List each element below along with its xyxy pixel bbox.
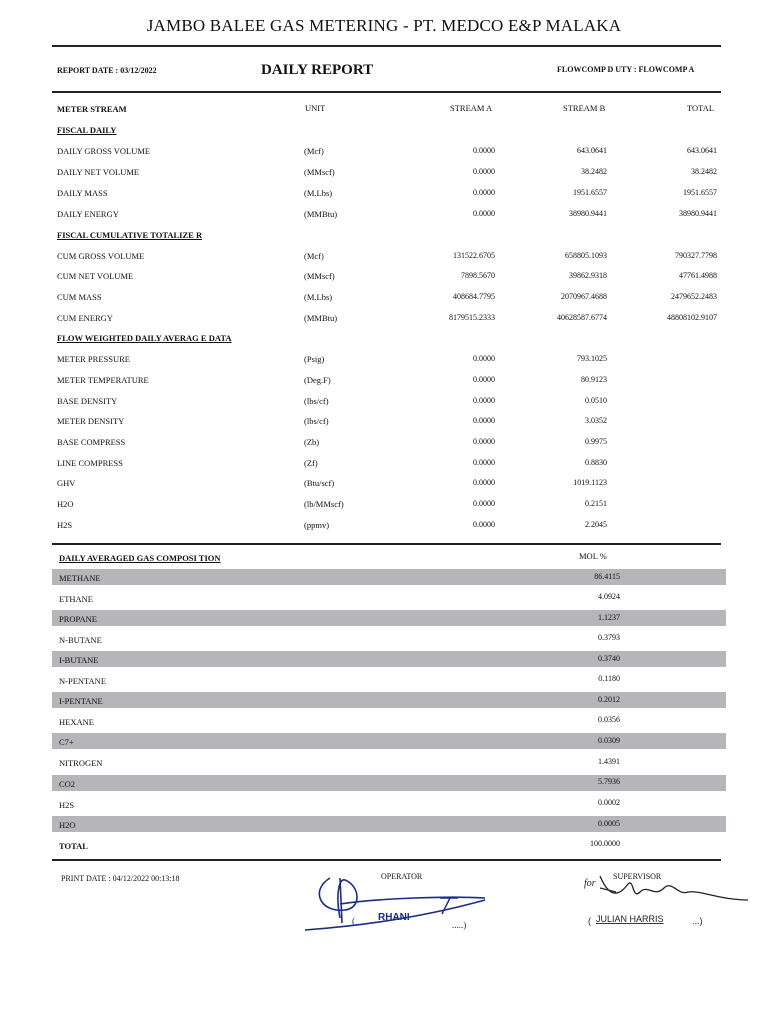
component-name: METHANE (59, 573, 101, 583)
total-value: 100.0000 (590, 839, 620, 848)
svg-text:.....): .....) (452, 920, 467, 930)
shaded-band (52, 692, 726, 708)
shaded-band (52, 651, 726, 667)
shaded-band (52, 569, 726, 585)
row-unit: (lb/MMscf) (304, 499, 344, 509)
component-name: I-PENTANE (59, 696, 103, 706)
component-value: 0.3793 (598, 633, 620, 642)
operator-name: RHANI (378, 912, 410, 923)
row-stream-a: 0.0000 (473, 188, 495, 197)
row-unit: (MMscf) (304, 271, 335, 281)
row-stream-b: 0.0510 (585, 396, 607, 405)
row-total: 38980.9441 (679, 209, 717, 218)
row-stream-a: 0.0000 (473, 209, 495, 218)
flowcomp-label: FLOWCOMP D UTY : FLOWCOMP A (557, 65, 695, 74)
row-label: LINE COMPRESS (57, 458, 123, 468)
component-value: 86.4115 (594, 572, 620, 581)
row-stream-b: 0.8830 (585, 458, 607, 467)
row-stream-b: 80.9123 (581, 375, 607, 384)
component-value: 0.3740 (598, 654, 620, 663)
row-total: 790327.7798 (675, 251, 717, 260)
row-stream-a: 0.0000 (473, 146, 495, 155)
row-label: METER DENSITY (57, 416, 125, 426)
col-header-meter-stream: METER STREAM (57, 104, 127, 114)
row-unit: (lbs/cf) (304, 416, 329, 426)
component-name: N-BUTANE (59, 635, 102, 645)
row-stream-b: 643.0641 (577, 146, 607, 155)
component-name: N-PENTANE (59, 676, 107, 686)
component-value: 0.0309 (598, 736, 620, 745)
col-header-stream-a: STREAM A (450, 103, 493, 113)
row-stream-a: 0.0000 (473, 396, 495, 405)
row-stream-a: 408684.7795 (453, 292, 495, 301)
component-value: 0.0002 (598, 798, 620, 807)
row-stream-a: 0.0000 (473, 478, 495, 487)
row-stream-a: 131522.6705 (453, 251, 495, 260)
row-stream-a: 0.0000 (473, 458, 495, 467)
col-header-stream-b: STREAM B (563, 103, 606, 113)
row-unit: (Zf) (304, 458, 318, 468)
section-fiscal-cumulative: FISCAL CUMULATIVE TOTALIZE R (57, 230, 203, 240)
component-name: C7+ (59, 737, 74, 747)
row-unit: (MMscf) (304, 167, 335, 177)
row-stream-a: 0.0000 (473, 416, 495, 425)
row-stream-b: 2070967.4688 (561, 292, 607, 301)
component-name: CO2 (59, 779, 76, 789)
supervisor-name: JULIAN HARRIS (596, 914, 664, 924)
svg-text:(: ( (588, 916, 591, 926)
print-date: PRINT DATE : 04/12/2022 00:13:18 (61, 874, 180, 883)
component-name: H2S (59, 800, 75, 810)
row-stream-b: 40628587.6774 (557, 313, 607, 322)
row-unit: (MMBtu) (304, 209, 338, 219)
row-unit: (Btu/scf) (304, 478, 335, 488)
mol-percent-header: MOL % (579, 551, 607, 561)
row-label: H2O (57, 499, 74, 509)
operator-signature (300, 868, 500, 940)
component-name: HEXANE (59, 717, 94, 727)
row-label: DAILY NET VOLUME (57, 167, 140, 177)
row-stream-b: 1951.6557 (573, 188, 607, 197)
row-stream-b: 39862.9318 (569, 271, 607, 280)
row-stream-a: 0.0000 (473, 520, 495, 529)
row-total: 643.0641 (687, 146, 717, 155)
operator-label: OPERATOR (381, 872, 423, 881)
row-stream-b: 38980.9441 (569, 209, 607, 218)
row-stream-a: 0.0000 (473, 437, 495, 446)
report-title: DAILY REPORT (261, 62, 374, 78)
row-label: CUM ENERGY (57, 313, 113, 323)
shaded-band (52, 775, 726, 791)
supervisor-label: SUPERVISOR (613, 872, 662, 881)
row-label: BASE DENSITY (57, 396, 118, 406)
shaded-band (52, 610, 726, 626)
row-unit: (M.Lbs) (304, 292, 333, 302)
supervisor-for-text: for (584, 878, 596, 889)
section-flow-weighted: FLOW WEIGHTED DAILY AVERAG E DATA (57, 333, 232, 343)
row-label: METER PRESSURE (57, 354, 130, 364)
row-stream-a: 7898.5670 (461, 271, 495, 280)
row-label: DAILY GROSS VOLUME (57, 146, 151, 156)
document-title: JAMBO BALEE GAS METERING - PT. MEDCO E&P MALAKA (146, 16, 622, 35)
component-value: 5.7936 (598, 777, 620, 786)
component-name: H2O (59, 820, 76, 830)
row-unit: (MMBtu) (304, 313, 338, 323)
row-unit: (Psig) (304, 354, 325, 364)
row-total: 1951.6557 (683, 188, 717, 197)
row-total: 2479652.2483 (671, 292, 717, 301)
row-stream-b: 0.9975 (585, 437, 607, 446)
row-total: 38.2482 (691, 167, 717, 176)
row-stream-a: 8179515.2333 (449, 313, 495, 322)
total-label: TOTAL (59, 841, 88, 851)
section-fiscal-daily: FISCAL DAILY (57, 125, 117, 135)
row-stream-b: 0.2151 (585, 499, 607, 508)
row-total: 47761.4988 (679, 271, 717, 280)
section-gas-composition: DAILY AVERAGED GAS COMPOSI TION (59, 553, 221, 563)
row-unit: (Mcf) (304, 146, 324, 156)
component-value: 1.1237 (598, 613, 620, 622)
row-total: 48808102.9107 (667, 313, 717, 322)
component-name: PROPANE (59, 614, 97, 624)
col-header-total: TOTAL (687, 103, 715, 113)
row-stream-b: 793.1025 (577, 354, 607, 363)
row-label: BASE COMPRESS (57, 437, 126, 447)
row-label: GHV (57, 478, 76, 488)
composition-rule (52, 543, 721, 545)
row-label: H2S (57, 520, 73, 530)
row-stream-b: 2.2045 (585, 520, 607, 529)
shaded-band (52, 733, 726, 749)
shaded-band (52, 816, 726, 832)
row-stream-b: 658805.1093 (565, 251, 607, 260)
svg-text:(: ( (352, 916, 355, 926)
row-label: METER TEMPERATURE (57, 375, 149, 385)
row-unit: (Zb) (304, 437, 320, 447)
component-value: 0.2012 (598, 695, 620, 704)
row-label: DAILY MASS (57, 188, 108, 198)
svg-text:...): ...) (692, 916, 703, 926)
row-label: CUM MASS (57, 292, 102, 302)
footer-rule (52, 859, 721, 861)
row-stream-b: 3.0352 (585, 416, 607, 425)
row-stream-a: 0.0000 (473, 499, 495, 508)
row-stream-b: 1019.1123 (573, 478, 607, 487)
component-value: 0.0005 (598, 819, 620, 828)
component-name: ETHANE (59, 594, 93, 604)
row-unit: (Mcf) (304, 251, 324, 261)
supervisor-signature (580, 870, 750, 932)
component-value: 0.0356 (598, 715, 620, 724)
row-stream-a: 0.0000 (473, 375, 495, 384)
row-label: DAILY ENERGY (57, 209, 119, 219)
component-name: NITROGEN (59, 758, 103, 768)
row-stream-a: 0.0000 (473, 354, 495, 363)
top-rule (52, 45, 721, 47)
row-unit: (lbs/cf) (304, 396, 329, 406)
component-value: 4.0924 (598, 592, 620, 601)
row-stream-b: 38.2482 (581, 167, 607, 176)
component-value: 0.1180 (598, 674, 620, 683)
component-name: I-BUTANE (59, 655, 99, 665)
row-label: CUM GROSS VOLUME (57, 251, 145, 261)
report-date: REPORT DATE : 03/12/2022 (57, 66, 157, 75)
header-rule (52, 91, 721, 93)
col-header-unit: UNIT (305, 103, 326, 113)
row-unit: (ppmv) (304, 520, 330, 530)
row-label: CUM NET VOLUME (57, 271, 134, 281)
row-stream-a: 0.0000 (473, 167, 495, 176)
row-unit: (M.Lbs) (304, 188, 333, 198)
row-unit: (Deg.F) (304, 375, 331, 385)
component-value: 1.4391 (598, 757, 620, 766)
